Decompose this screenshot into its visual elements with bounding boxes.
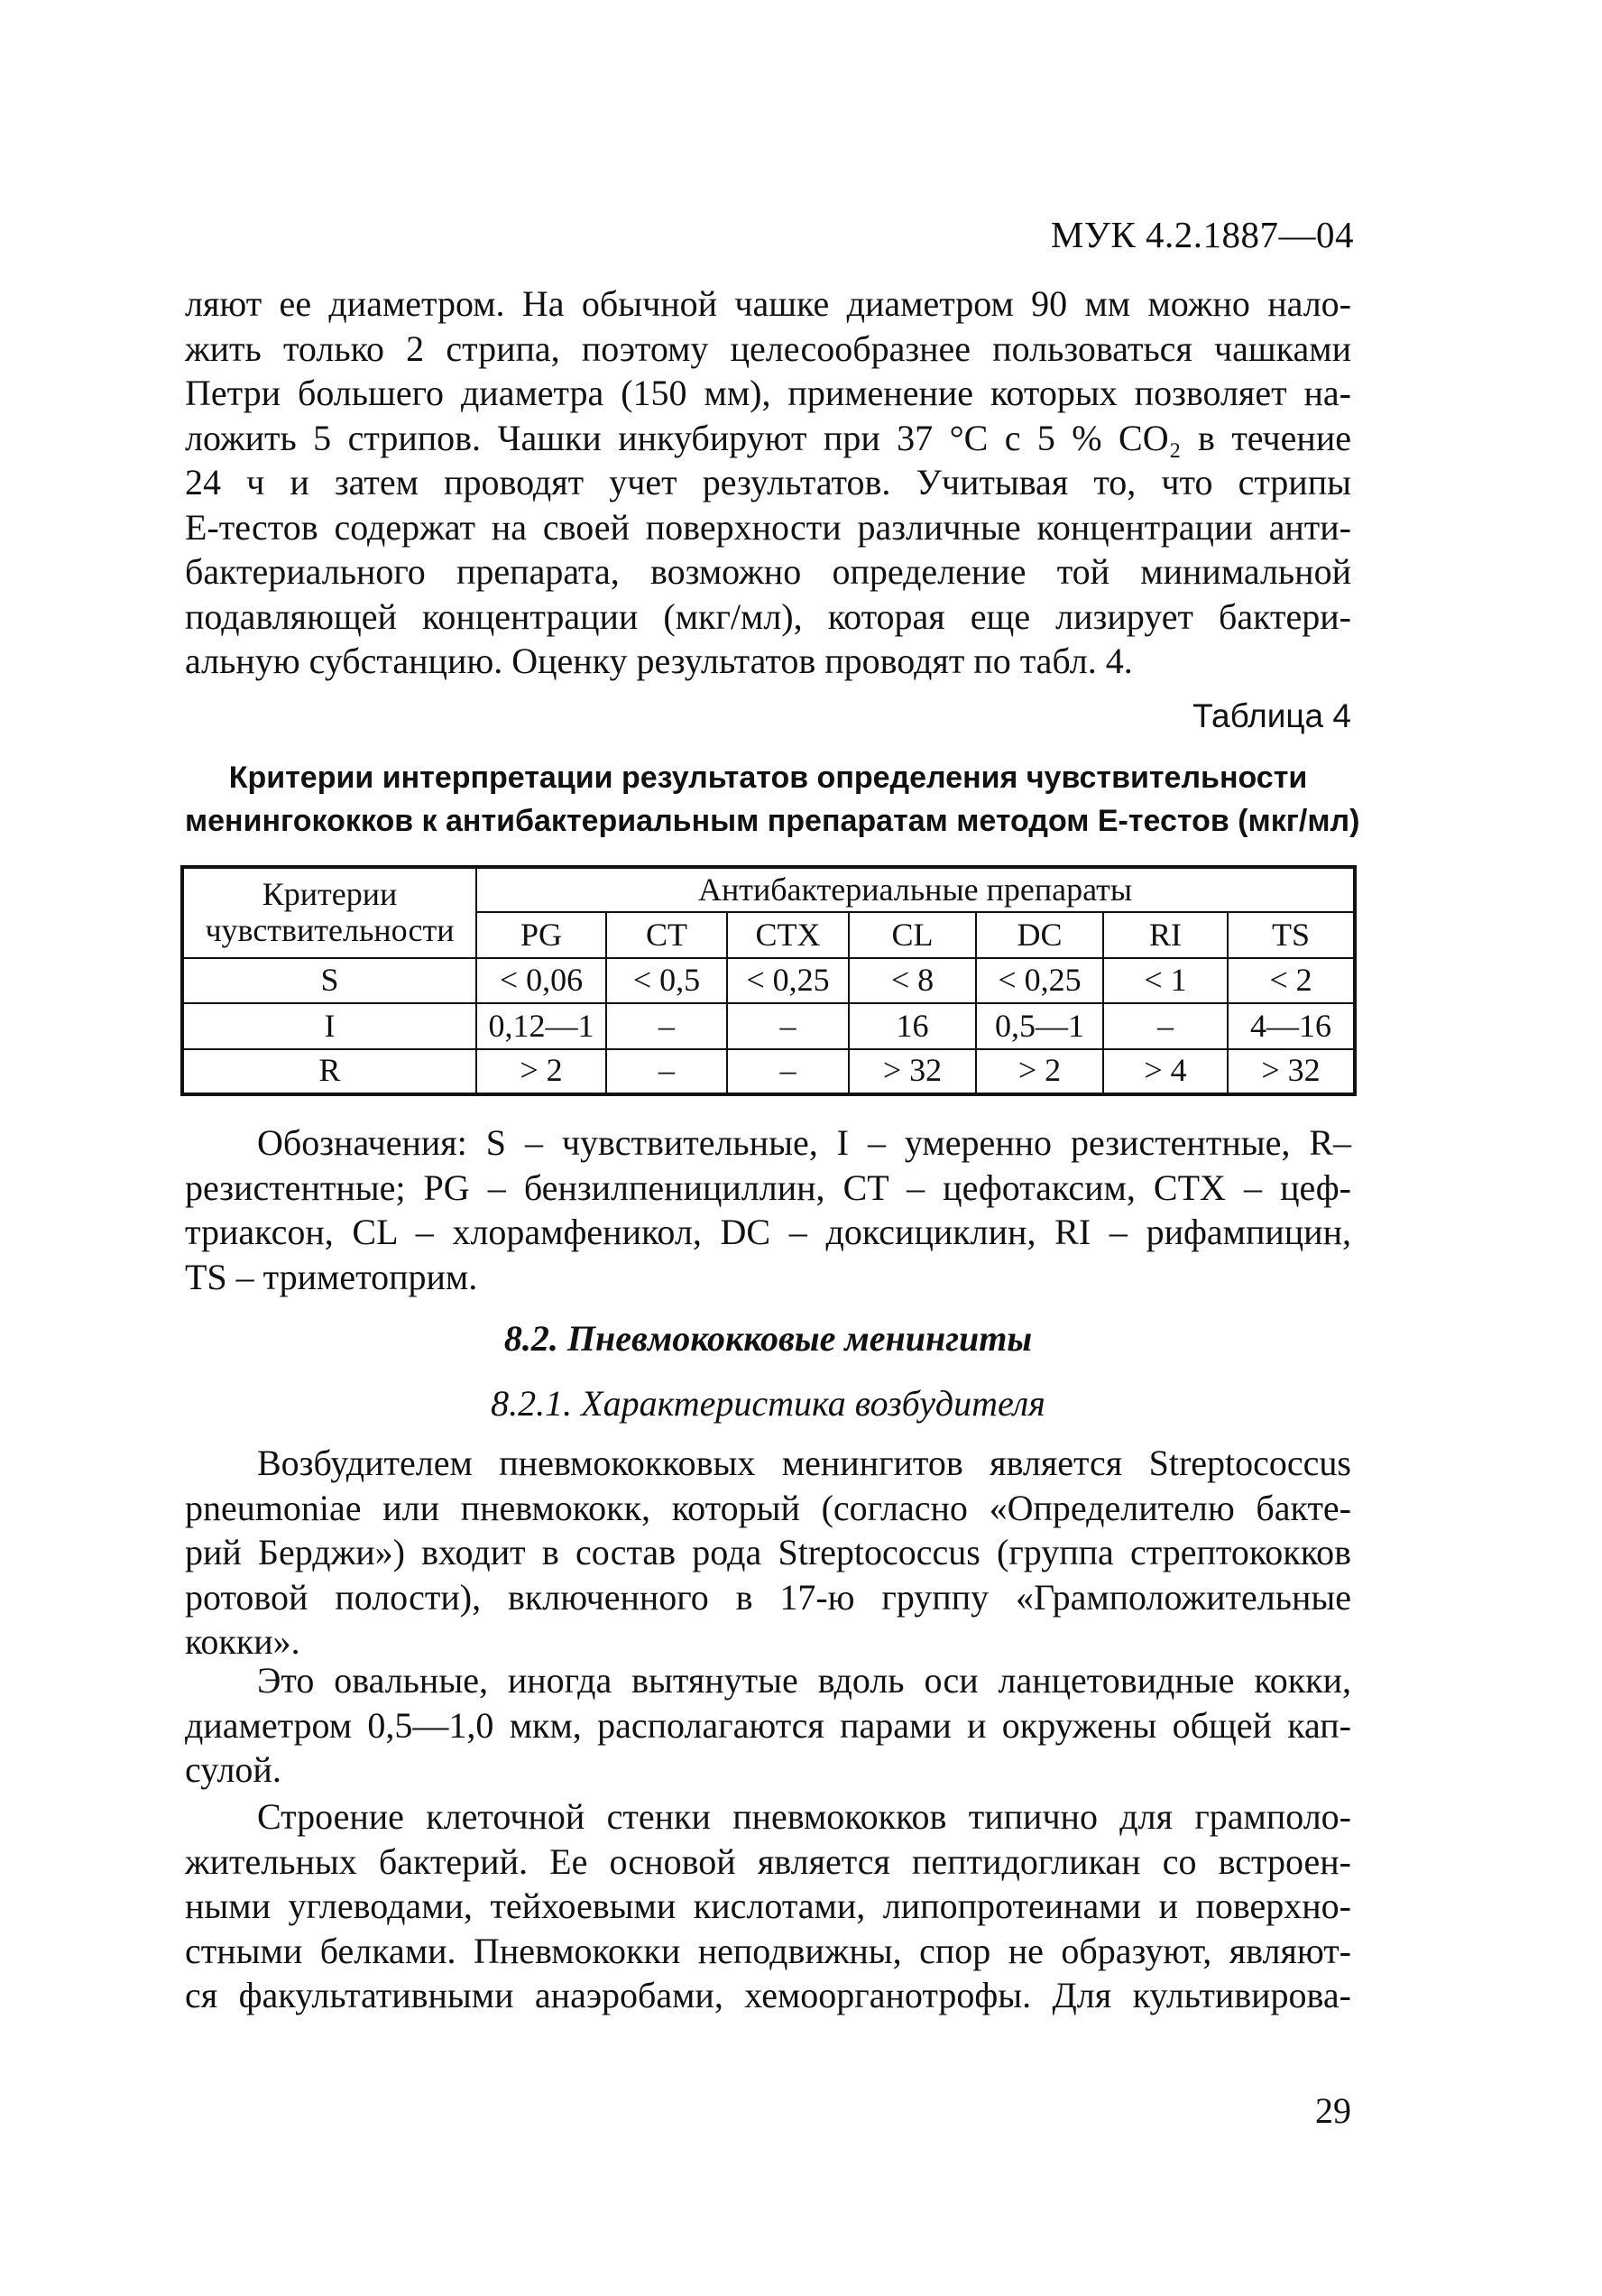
text-line: ся факультативными анаэробами, хемоорганотрофы. Для культивирова- <box>185 1975 1351 2015</box>
table-cell: – <box>1103 1003 1228 1048</box>
text-line: кокки». <box>185 1621 300 1662</box>
criteria-header: Критерии чувствительности <box>182 867 476 958</box>
criterion-cell: S <box>182 958 476 1003</box>
text-line: триаксон, CL – хлорамфеникол, DC – доксициклин, RI – рифампицин, <box>185 1212 1351 1252</box>
table-cell: > 32 <box>849 1049 976 1094</box>
column-header-pg: PG <box>476 912 606 957</box>
table-cell: < 8 <box>849 958 976 1003</box>
column-header-ctx: CTX <box>727 912 849 957</box>
criterion-cell: R <box>182 1049 476 1094</box>
table-caption <box>185 756 1360 843</box>
table-cell: > 2 <box>976 1049 1103 1094</box>
table-cell: < 0,06 <box>476 958 606 1003</box>
table-cell: 0,5—1 <box>976 1003 1103 1048</box>
text-line: ротовой полости), включенного в 17-ю группу «Грамположительные <box>185 1576 1351 1618</box>
table-cell: < 0,25 <box>976 958 1103 1003</box>
text-line: Е-тестов содержат на своей поверхности различные концентрации анти- <box>185 506 1351 548</box>
text-line: жительных бактерий. Ее основой является пептидогликан со встроен- <box>185 1840 1351 1882</box>
table-cell: – <box>727 1003 849 1048</box>
table-label: Таблица 4 <box>1192 697 1351 734</box>
text-line: ложить 5 стрипов. Чашки инкубируют при 37 °С с 5 % СО₂ в течение <box>185 417 1351 458</box>
text-line: ляют ее диаметром. На обычной чашке диаметром 90 мм можно нало- <box>185 283 1351 324</box>
column-header-ct: CT <box>606 912 727 957</box>
text-line: Это овальные, иногда вытянутые вдоль оси ланцетовидные кокки, <box>257 1660 1351 1701</box>
text-line: жить только 2 стрипа, поэтому целесообразнее пользоваться чашками <box>185 327 1351 369</box>
criterion-cell: I <box>182 1003 476 1048</box>
text-line: TS – триметоприм. <box>185 1256 478 1297</box>
text-line: альную субстанцию. Оценку результатов проводят по табл. 4. <box>185 641 1133 681</box>
text-line: Петри большего диаметра (150 мм), применение которых позволяет на- <box>185 373 1351 413</box>
table-cell: < 0,5 <box>606 958 727 1003</box>
table-cell: 16 <box>849 1003 976 1048</box>
section-heading: 8.2. Пневмококковые менингиты <box>503 1318 1033 1359</box>
text-line: 24 ч и затем проводят учет результатов. Учитывая то, что стрипы <box>185 462 1351 503</box>
paragraph-1 <box>185 281 1351 684</box>
table-cell: < 1 <box>1103 958 1228 1003</box>
table-cell: < 0,25 <box>727 958 849 1003</box>
text-line: бактериального препарата, возможно определение той минимальной <box>185 551 1351 592</box>
text-line: Строение клеточной стенки пневмококков типично для грамполо- <box>257 1796 1351 1837</box>
text-line: подавляющей концентрации (мкг/мл), которая еще лизирует бактери- <box>185 595 1351 637</box>
table-row <box>182 1049 1355 1094</box>
table-cell: – <box>606 1003 727 1048</box>
column-header-cl: CL <box>849 912 976 957</box>
paragraph-4 <box>185 1794 1351 2018</box>
table-row <box>182 1003 1355 1048</box>
column-header-ts: TS <box>1228 912 1355 957</box>
text-line: ными углеводами, тейхоевыми кислотами, липопротеинами и поверхно- <box>185 1886 1351 1926</box>
column-header-ri: RI <box>1103 912 1228 957</box>
text-line: Возбудителем пневмококковых менингитов является Streptococcus <box>257 1443 1351 1483</box>
table-cell: – <box>606 1049 727 1094</box>
criteria-table <box>180 865 1357 1096</box>
text-line: Обозначения: S – чувствительные, I – умеренно резистентные, R– <box>257 1122 1351 1163</box>
text-line: рий Берджи») входит в состав рода Streptococcus (группа стрептококков <box>185 1532 1351 1572</box>
page-number: 29 <box>1315 2090 1351 2131</box>
table-row <box>182 958 1355 1003</box>
document-code: МУК 4.2.1887—04 <box>1050 214 1354 255</box>
subsection-heading: 8.2.1. Характеристика возбудителя <box>491 1383 1045 1424</box>
text-line: резистентные; PG – бензилпенициллин, CT – цефотаксим, CTX – цеф- <box>185 1166 1351 1208</box>
table-cell: > 4 <box>1103 1049 1228 1094</box>
paragraph-2 <box>185 1441 1351 1664</box>
table-cell: – <box>727 1049 849 1094</box>
table-cell: > 2 <box>476 1049 606 1094</box>
paragraph-3 <box>185 1658 1351 1793</box>
text-line: pneumoniae или пневмококк, который (согласно «Определителю бакте- <box>185 1487 1351 1528</box>
notation-paragraph <box>185 1120 1351 1299</box>
drugs-header: Антибактериальные препараты <box>476 867 1355 912</box>
text-line: стными белками. Пневмококки неподвижны, спор не образуют, являют- <box>185 1930 1351 1971</box>
text-line: диаметром 0,5—1,0 мкм, располагаются парами и окружены общей кап- <box>185 1704 1351 1746</box>
table-caption-line: Критерии интерпретации результатов определения чувствительности <box>228 761 1308 795</box>
table-cell: 4—16 <box>1228 1003 1355 1048</box>
table-cell: > 32 <box>1228 1049 1355 1094</box>
column-header-dc: DC <box>976 912 1103 957</box>
table-caption-line: менингококков к антибактериальным препаратам методом Е-тестов (мкг/мл) <box>185 804 1360 838</box>
table-cell: < 2 <box>1228 958 1355 1003</box>
text-line: сулой. <box>185 1749 281 1790</box>
table-cell: 0,12—1 <box>476 1003 606 1048</box>
